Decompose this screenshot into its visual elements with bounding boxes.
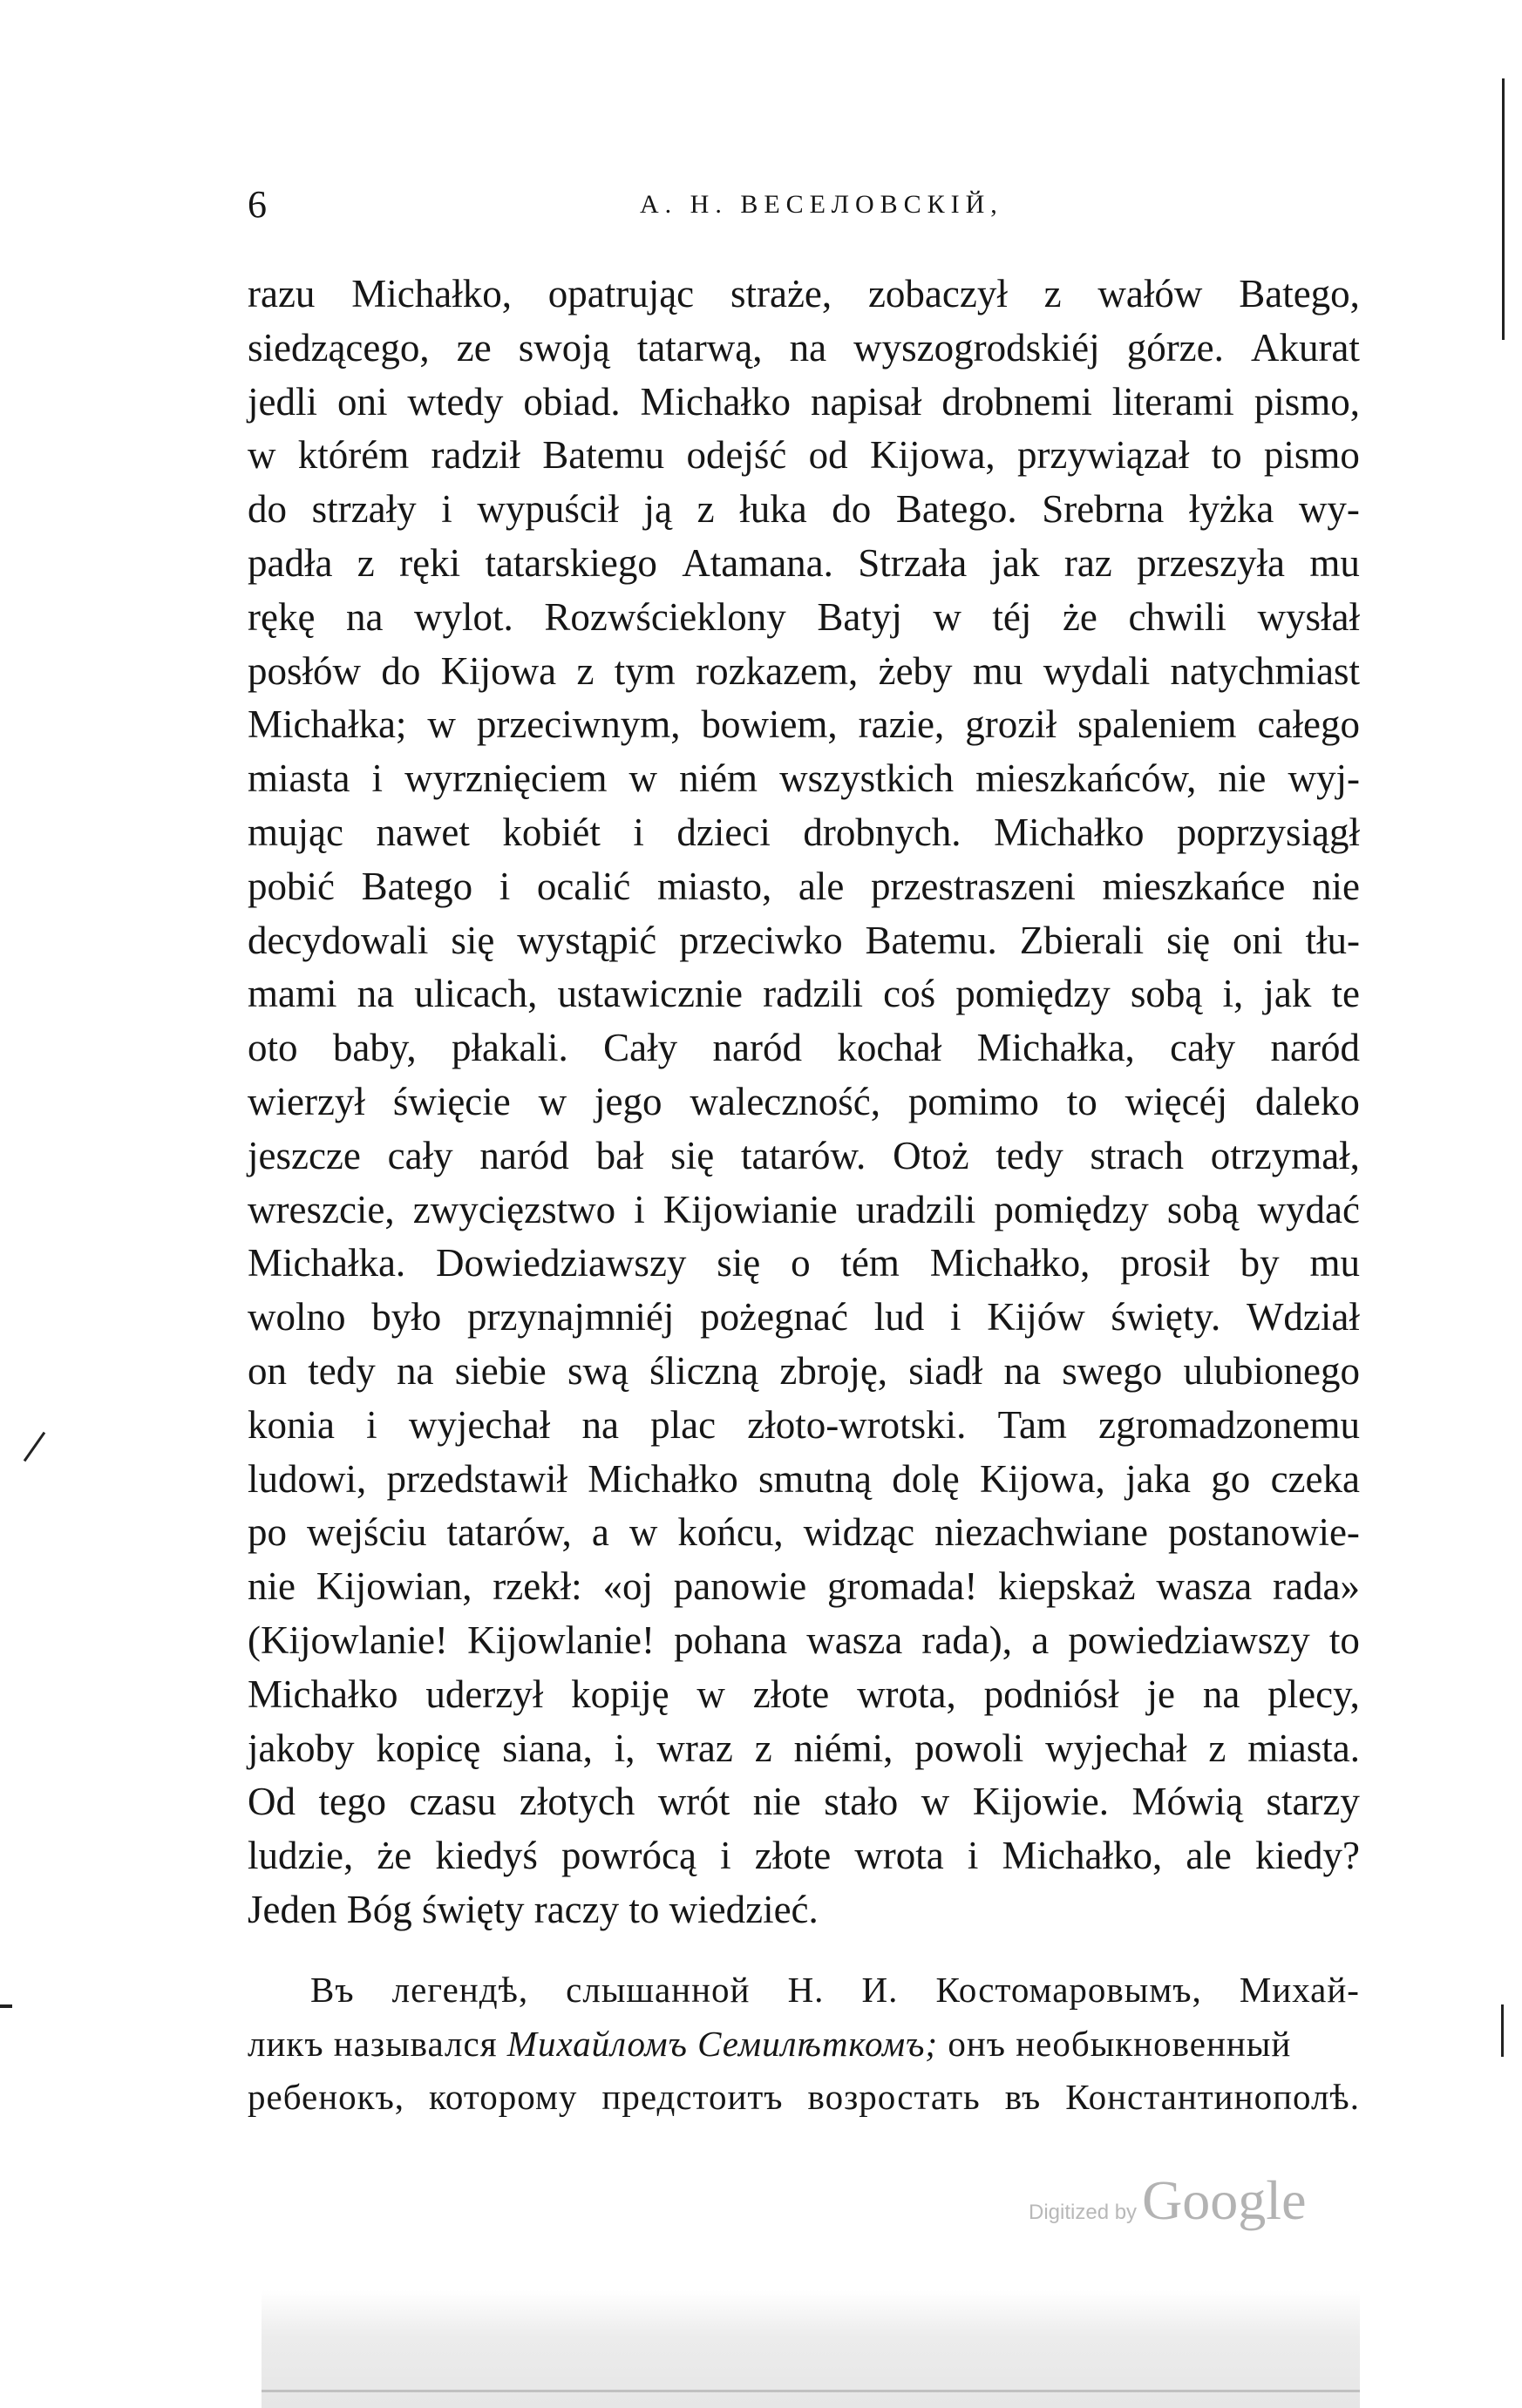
margin-artifact	[0, 2004, 12, 2008]
paragraph-gap	[248, 1937, 1360, 1964]
text-line: rękę na wylot. Rozwścieklony Batyj w téj że chwili wysłał	[248, 594, 1360, 639]
text-block	[248, 268, 1360, 2125]
margin-artifact	[1501, 2004, 1504, 2057]
text-line: wierzył święcie w jego waleczność, pomimo to więcéj daleko	[248, 1079, 1360, 1123]
text-line: nie Kijowian, rzekł: «oj panowie gromada! kiepskaż wasza rada»	[248, 1564, 1360, 1609]
text-line: (Kijowlanie! Kijowlanie! pohana wasza rada), a powiedziawszy to	[248, 1618, 1360, 1662]
text-line: mując nawet kobiét i dzieci drobnych. Michałko poprzysiągł	[248, 810, 1360, 854]
running-head: А. Н. ВЕСЕЛОВСКІЙ,	[640, 190, 1003, 219]
text-run: онъ необыкновенный	[938, 2023, 1292, 2064]
text-line: pobić Batego i ocalić miasto, ale przestraszeni mieszkańce nie	[248, 864, 1360, 908]
text-line: oto baby, płakali. Cały naród kochał Michałka, cały naród	[248, 1026, 1360, 1070]
text-line: jakoby kopicę siana, i, wraz z niémi, powoli wyjechał z miasta.	[248, 1726, 1360, 1770]
margin-artifact	[1502, 78, 1505, 340]
text-line	[248, 2018, 1360, 2072]
text-line: Jeden Bóg święty raczy to wiedzieć.	[248, 1887, 819, 1931]
text-line: Въ легендѣ, слышанной Н. И. Костомаровымъ, Михай-	[310, 1969, 1360, 2010]
text-line: miasta i wyrznięciem w niém wszystkich mieszkańców, nie wyj-	[248, 756, 1360, 801]
text-line: padła z ręki tatarskiego Atamana. Strzała jak raz przeszyła mu	[248, 540, 1360, 585]
digitized-watermark	[1029, 2168, 1306, 2238]
text-run: ликъ назывался	[248, 2023, 507, 2064]
margin-artifact	[24, 1432, 45, 1462]
text-line: wreszcie, zwycięzstwo i Kijowianie uradzili pomiędzy sobą wydać	[248, 1187, 1360, 1231]
text-line: on tedy na siebie swą śliczną zbroję, siadł na swego ulubionego	[248, 1348, 1360, 1393]
text-line: ребенокъ, которому предстоитъ возростать въ Константинополѣ.	[248, 2077, 1360, 2118]
text-line: siedzącego, ze swoją tatarwą, na wyszogrodskiéj górze. Akurat	[248, 325, 1360, 370]
text-line: jeszcze cały naród bał się tatarów. Otoż tedy strach otrzymał,	[248, 1133, 1360, 1177]
text-line: wolno było przynajmniéj pożegnać lud i Kijów święty. Wdział	[248, 1295, 1360, 1340]
text-line: ludowi, przedstawił Michałko smutną dolę Kijowa, jaka go czeka	[248, 1456, 1360, 1501]
text-line: konia i wyjechał na plac złoto-wrotski. Tam zgromadzonemu	[248, 1402, 1360, 1447]
text-line: w którém radził Batemu odejść od Kijowa, przywiązał to pismo	[248, 433, 1360, 478]
text-line: razu Michałko, opatrując straże, zobaczył z wałów Batego,	[248, 272, 1360, 315]
text-line: jedli oni wtedy obiad. Michałko napisał drobnemi literami pismo,	[248, 379, 1360, 424]
digitized-label: Digitized by	[1029, 2201, 1138, 2224]
page-header	[248, 174, 1360, 235]
text-line: Michałka. Dowiedziawszy się o tém Michałko, prosił by mu	[248, 1241, 1360, 1285]
text-line: po wejściu tatarów, a w końcu, widząc niezachwiane postanowie-	[248, 1510, 1360, 1555]
text-line: Michałko uderzył kopiję w złote wrota, podniósł je na plecy,	[248, 1672, 1360, 1716]
google-logo: Google	[1142, 2169, 1307, 2231]
text-line: posłów do Kijowa z tym rozkazem, żeby mu wydali natychmiast	[248, 648, 1360, 693]
text-line: Michałka; w przeciwnym, bowiem, razie, groził spaleniem całego	[248, 702, 1360, 747]
italic-name: Михайломъ Семилѣткомъ;	[506, 2023, 939, 2064]
scan-edge-line	[262, 2390, 1360, 2392]
text-line: mami na ulicach, ustawicznie radzili coś pomiędzy sobą i, jak te	[248, 972, 1360, 1016]
page-number: 6	[248, 183, 267, 226]
text-line: decydowali się wystąpić przeciwko Batemu. Zbierali się oni tłu-	[248, 918, 1360, 962]
text-line: ludzie, że kiedyś powrócą i złote wrota i Michałko, ale kiedy?	[248, 1834, 1360, 1878]
text-line: do strzały i wypuścił ją z łuka do Batego. Srebrna łyżka wy-	[248, 487, 1360, 532]
text-line: Od tego czasu złotych wrót nie stało w Kijowie. Mówią starzy	[248, 1780, 1360, 1824]
